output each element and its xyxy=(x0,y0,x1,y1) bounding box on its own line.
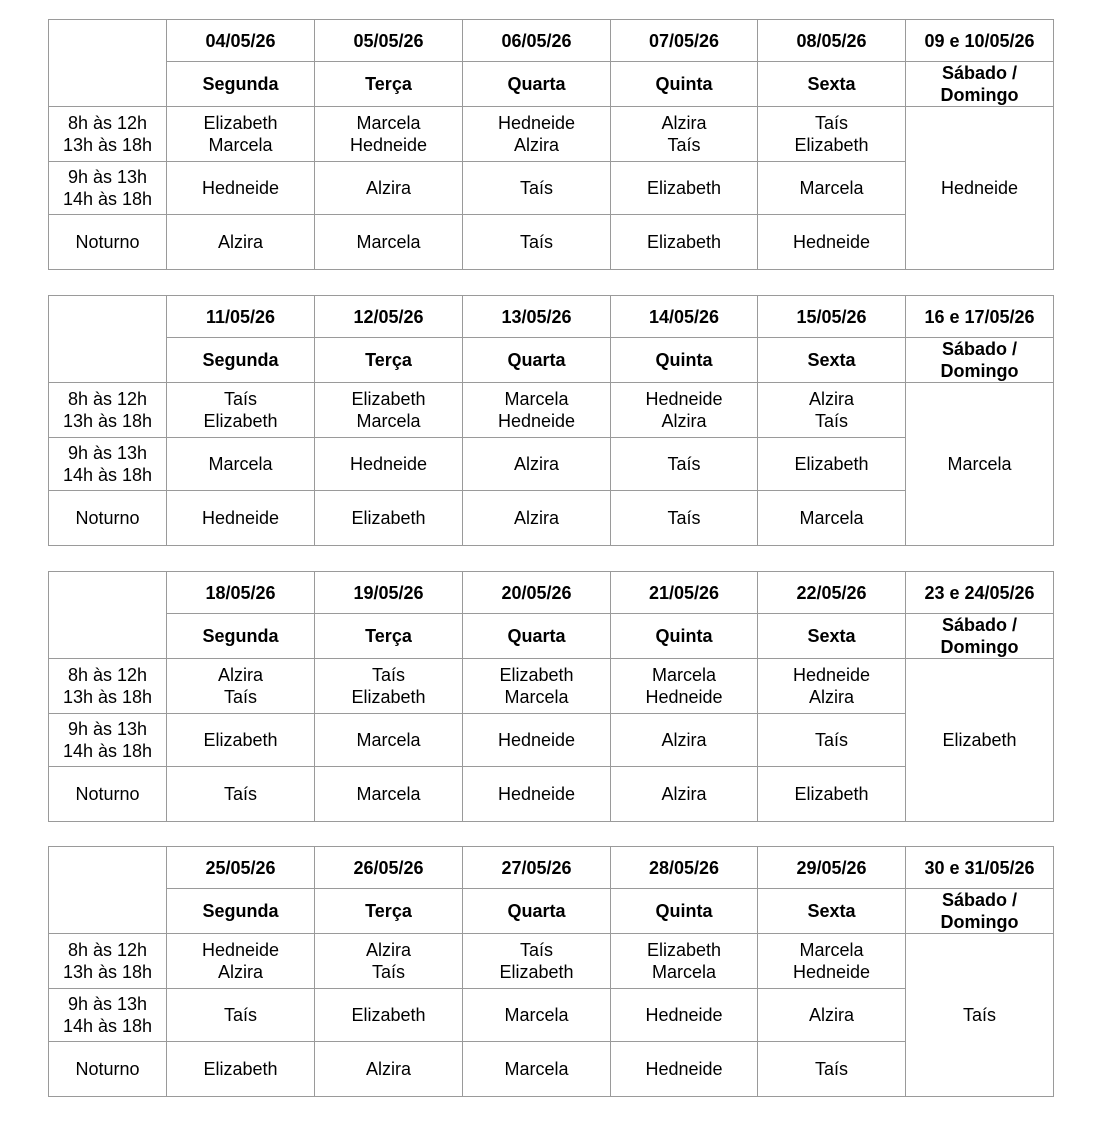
staff-cell: Elizabeth xyxy=(611,215,758,270)
date-header: 26/05/26 xyxy=(315,847,463,889)
staff-cell: Elizabeth xyxy=(315,491,463,546)
shift-label: 8h às 12h 13h às 18h xyxy=(49,383,167,438)
staff-cell: Taís Elizabeth xyxy=(758,107,906,162)
date-header: 07/05/26 xyxy=(611,20,758,62)
staff-cell: Taís Elizabeth xyxy=(167,383,315,438)
weekday-header: Quarta xyxy=(463,338,611,383)
staff-cell: Marcela Hedneide xyxy=(315,107,463,162)
date-header: 13/05/26 xyxy=(463,296,611,338)
staff-cell: Marcela Hedneide xyxy=(758,934,906,989)
staff-cell: Taís xyxy=(463,215,611,270)
date-header: 11/05/26 xyxy=(167,296,315,338)
staff-cell: Hedneide xyxy=(758,215,906,270)
date-header: 18/05/26 xyxy=(167,572,315,614)
date-header: 12/05/26 xyxy=(315,296,463,338)
week-schedule-table xyxy=(48,846,1054,1097)
staff-cell: Hedneide xyxy=(611,989,758,1042)
shift-label: Noturno xyxy=(49,215,167,270)
corner-cell xyxy=(49,296,167,383)
date-header: 22/05/26 xyxy=(758,572,906,614)
staff-cell: Marcela xyxy=(758,491,906,546)
weekday-header: Sexta xyxy=(758,614,906,659)
date-header-row xyxy=(49,572,1054,614)
staff-cell: Elizabeth xyxy=(758,767,906,822)
staff-cell: Taís xyxy=(167,767,315,822)
weekday-header: Quinta xyxy=(611,614,758,659)
shift-label: 9h às 13h 14h às 18h xyxy=(49,714,167,767)
date-header-row xyxy=(49,847,1054,889)
staff-cell: Alzira xyxy=(315,1042,463,1097)
shift-row-night xyxy=(49,491,1054,546)
weekend-staff-cell: Marcela xyxy=(906,383,1054,546)
shift-label: 8h às 12h 13h às 18h xyxy=(49,659,167,714)
staff-cell: Elizabeth xyxy=(167,714,315,767)
date-header: 08/05/26 xyxy=(758,20,906,62)
corner-cell xyxy=(49,572,167,659)
shift-row-morning-afternoon xyxy=(49,659,1054,714)
weekday-header-row xyxy=(49,338,1054,383)
weekday-header: Quarta xyxy=(463,62,611,107)
staff-cell: Marcela xyxy=(315,215,463,270)
date-header: 16 e 17/05/26 xyxy=(906,296,1054,338)
weekday-header: Segunda xyxy=(167,614,315,659)
staff-cell: Taís xyxy=(167,989,315,1042)
shift-row-morning-afternoon xyxy=(49,383,1054,438)
week-schedule-table xyxy=(48,19,1054,270)
date-header-row xyxy=(49,20,1054,62)
weekday-header: Quarta xyxy=(463,889,611,934)
shift-label: 9h às 13h 14h às 18h xyxy=(49,989,167,1042)
date-header: 29/05/26 xyxy=(758,847,906,889)
staff-cell: Hedneide Alzira xyxy=(611,383,758,438)
shift-row-day xyxy=(49,989,1054,1042)
staff-cell: Marcela xyxy=(315,714,463,767)
weekday-header: Segunda xyxy=(167,338,315,383)
staff-cell: Alzira xyxy=(611,767,758,822)
weekday-header-row xyxy=(49,614,1054,659)
weekday-header: Sábado / Domingo xyxy=(906,614,1054,659)
staff-cell: Elizabeth xyxy=(758,438,906,491)
weekday-header: Sexta xyxy=(758,62,906,107)
date-header: 05/05/26 xyxy=(315,20,463,62)
staff-cell: Taís Elizabeth xyxy=(463,934,611,989)
staff-cell: Marcela xyxy=(463,989,611,1042)
weekday-header: Sexta xyxy=(758,889,906,934)
date-header-row xyxy=(49,296,1054,338)
staff-cell: Alzira Taís xyxy=(167,659,315,714)
staff-cell: Elizabeth Marcela xyxy=(315,383,463,438)
staff-cell: Hedneide Alzira xyxy=(167,934,315,989)
weekday-header: Quinta xyxy=(611,889,758,934)
shift-label: 9h às 13h 14h às 18h xyxy=(49,162,167,215)
staff-cell: Elizabeth xyxy=(167,1042,315,1097)
shift-row-day xyxy=(49,714,1054,767)
shift-row-morning-afternoon xyxy=(49,934,1054,989)
weekday-header-row xyxy=(49,889,1054,934)
date-header: 27/05/26 xyxy=(463,847,611,889)
date-header: 23 e 24/05/26 xyxy=(906,572,1054,614)
weekday-header: Sábado / Domingo xyxy=(906,338,1054,383)
staff-cell: Taís xyxy=(758,1042,906,1097)
staff-cell: Alzira Taís xyxy=(611,107,758,162)
staff-cell: Alzira xyxy=(611,714,758,767)
shift-label: 8h às 12h 13h às 18h xyxy=(49,107,167,162)
weekday-header-row xyxy=(49,62,1054,107)
shift-row-day xyxy=(49,438,1054,491)
corner-cell xyxy=(49,847,167,934)
staff-cell: Alzira xyxy=(463,491,611,546)
staff-cell: Marcela Hedneide xyxy=(611,659,758,714)
shift-label: Noturno xyxy=(49,767,167,822)
date-header: 25/05/26 xyxy=(167,847,315,889)
date-header: 06/05/26 xyxy=(463,20,611,62)
date-header: 20/05/26 xyxy=(463,572,611,614)
shift-row-day xyxy=(49,162,1054,215)
staff-cell: Hedneide xyxy=(463,714,611,767)
weekday-header: Sexta xyxy=(758,338,906,383)
shift-label: Noturno xyxy=(49,1042,167,1097)
staff-cell: Alzira Taís xyxy=(315,934,463,989)
date-header: 09 e 10/05/26 xyxy=(906,20,1054,62)
staff-cell: Marcela xyxy=(758,162,906,215)
corner-cell xyxy=(49,20,167,107)
weekday-header: Terça xyxy=(315,338,463,383)
staff-cell: Alzira xyxy=(167,215,315,270)
staff-cell: Hedneide Alzira xyxy=(463,107,611,162)
staff-cell: Hedneide xyxy=(611,1042,758,1097)
shift-row-night xyxy=(49,767,1054,822)
staff-cell: Alzira Taís xyxy=(758,383,906,438)
staff-cell: Hedneide Alzira xyxy=(758,659,906,714)
staff-cell: Hedneide xyxy=(463,767,611,822)
shift-label: Noturno xyxy=(49,491,167,546)
staff-cell: Marcela xyxy=(167,438,315,491)
date-header: 15/05/26 xyxy=(758,296,906,338)
staff-cell: Marcela Hedneide xyxy=(463,383,611,438)
staff-cell: Taís Elizabeth xyxy=(315,659,463,714)
weekday-header: Quarta xyxy=(463,614,611,659)
staff-cell: Alzira xyxy=(758,989,906,1042)
weekday-header: Segunda xyxy=(167,62,315,107)
shift-label: 9h às 13h 14h às 18h xyxy=(49,438,167,491)
week-schedule-table xyxy=(48,295,1054,546)
weekday-header: Segunda xyxy=(167,889,315,934)
staff-cell: Marcela xyxy=(315,767,463,822)
date-header: 04/05/26 xyxy=(167,20,315,62)
staff-cell: Hedneide xyxy=(167,491,315,546)
staff-cell: Hedneide xyxy=(167,162,315,215)
weekend-staff-cell: Elizabeth xyxy=(906,659,1054,822)
weekday-header: Terça xyxy=(315,614,463,659)
staff-cell: Elizabeth Marcela xyxy=(167,107,315,162)
date-header: 30 e 31/05/26 xyxy=(906,847,1054,889)
staff-cell: Taís xyxy=(611,438,758,491)
staff-cell: Elizabeth xyxy=(315,989,463,1042)
date-header: 28/05/26 xyxy=(611,847,758,889)
staff-cell: Taís xyxy=(463,162,611,215)
weekday-header: Quinta xyxy=(611,62,758,107)
weekday-header: Sábado / Domingo xyxy=(906,889,1054,934)
date-header: 14/05/26 xyxy=(611,296,758,338)
staff-cell: Marcela xyxy=(463,1042,611,1097)
shift-row-night xyxy=(49,215,1054,270)
staff-cell: Taís xyxy=(611,491,758,546)
weekend-staff-cell: Hedneide xyxy=(906,107,1054,270)
shift-label: 8h às 12h 13h às 18h xyxy=(49,934,167,989)
staff-cell: Alzira xyxy=(315,162,463,215)
weekday-header: Terça xyxy=(315,889,463,934)
weekday-header: Sábado / Domingo xyxy=(906,62,1054,107)
staff-cell: Elizabeth xyxy=(611,162,758,215)
date-header: 19/05/26 xyxy=(315,572,463,614)
shift-row-night xyxy=(49,1042,1054,1097)
staff-cell: Taís xyxy=(758,714,906,767)
staff-cell: Hedneide xyxy=(315,438,463,491)
staff-cell: Elizabeth Marcela xyxy=(463,659,611,714)
date-header: 21/05/26 xyxy=(611,572,758,614)
staff-cell: Elizabeth Marcela xyxy=(611,934,758,989)
shift-row-morning-afternoon xyxy=(49,107,1054,162)
staff-cell: Alzira xyxy=(463,438,611,491)
weekday-header: Terça xyxy=(315,62,463,107)
week-schedule-table xyxy=(48,571,1054,822)
weekend-staff-cell: Taís xyxy=(906,934,1054,1097)
weekday-header: Quinta xyxy=(611,338,758,383)
